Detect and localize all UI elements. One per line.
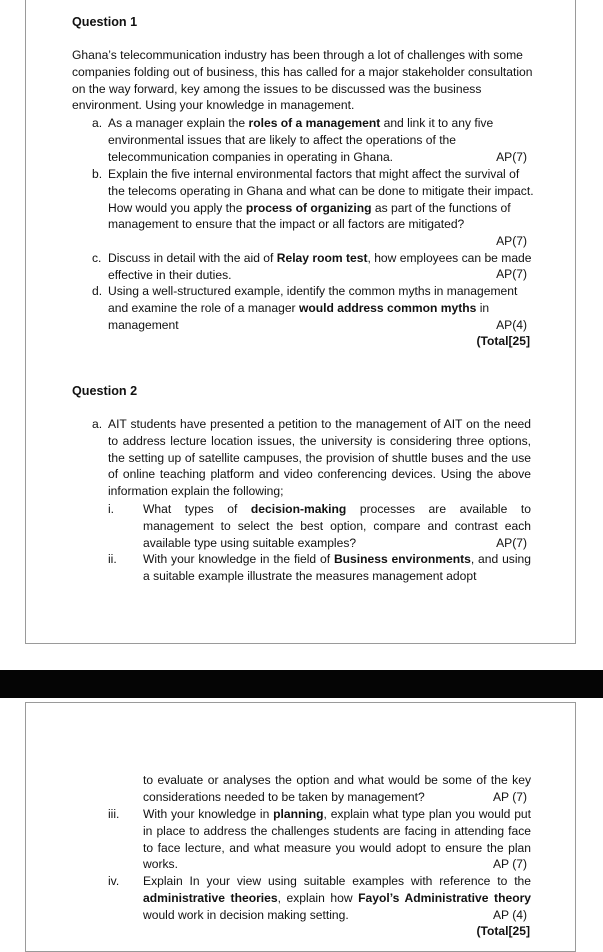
q2-a-iii-label: iii. <box>108 807 120 821</box>
q1-a-mark: AP(7) <box>496 150 527 164</box>
q1-c-mark: AP(7) <box>496 267 527 281</box>
q1-d-mark: AP(4) <box>496 318 527 332</box>
q2-a-iii-mark: AP (7) <box>492 857 527 871</box>
q1-b-text: Explain the five internal environmental factors that might affect the survival of the telecoms operating in Ghana and what can be done to mitigate their impact. How would you apply the process of organizing as part of the functions of management to ensure that the impact or all factors are mitigated? <box>108 167 534 232</box>
q2-a-iv-mark: AP (4) <box>492 908 527 922</box>
q2-a-text: AIT students have presented a petition to the management of AIT on the need to address lecture location issues, the university is considering three options, the setting up of satellite campuses, the provision of shuttle buses and the use of online teaching platform and video conferencing devices. Using the above information explain the following; <box>108 417 531 499</box>
q2-a-iv-text: Explain In your view using suitable examples with reference to the administrative theories, explain how Fayol’s Administrative theory would work in decision making setting. <box>143 874 532 922</box>
q1-a-text: As a manager explain the roles of a management and link it to any five environmental issues that are likely to affect the operations of the telecommunication companies in operating in Ghana. <box>108 116 494 164</box>
q1-a-label: a. <box>92 116 103 130</box>
question-1-intro: Ghana’s telecommunication industry has been through a lot of challenges with some companies folding out of business, this has called for a major stakeholder consultation on the way forward, key among the issues to be discussed was the business environment. Using your knowledge in management. <box>72 48 533 113</box>
q2-a-i-label: i. <box>108 502 115 516</box>
question-1-title: Question 1 <box>72 15 138 29</box>
q1-b-label: b. <box>92 167 103 181</box>
question-2-title: Question 2 <box>72 384 138 398</box>
q2-a-ii-text: With your knowledge in the field of Business environments, and using a suitable example illustrate the measures management adopt <box>143 552 531 583</box>
q1-c-text: Discuss in detail with the aid of Relay room test, how employees can be made effective in their duties. <box>108 251 532 282</box>
q1-d-label: d. <box>92 284 103 298</box>
q2-a-ii-mark: AP (7) <box>492 790 527 804</box>
q2-a-label: a. <box>92 417 103 431</box>
q2-total: (Total[25] <box>476 924 530 938</box>
q1-d-text: Using a well-structured example, identify the common myths in management and examine the role of a manager would address common myths in management <box>108 284 518 332</box>
q2-a-i-text: What types of decision-making processes are available to management to select the best option, compare and contrast each available type using suitable examples? <box>143 502 531 550</box>
page-separator <box>0 670 603 698</box>
q2-a-iii-text: With your knowledge in planning, explain what type plan you would put in place to address the challenges students are facing in attending face to face lecture, and what measure you would adopt to ensure the plan works. <box>143 807 532 872</box>
q2-a-iv-label: iv. <box>108 874 120 888</box>
q2-a-i-mark: AP(7) <box>496 536 527 550</box>
q2-a-ii-label: ii. <box>108 552 117 566</box>
q1-total: (Total[25] <box>476 334 530 348</box>
q2-a-ii-continued: to evaluate or analyses the option and what would be some of the key considerations needed to be taken by management? <box>143 773 531 804</box>
q1-b-mark: AP(7) <box>496 234 527 248</box>
exam-page-2 <box>25 702 576 952</box>
q1-c-label: c. <box>92 251 102 265</box>
exam-page-1 <box>25 0 576 644</box>
